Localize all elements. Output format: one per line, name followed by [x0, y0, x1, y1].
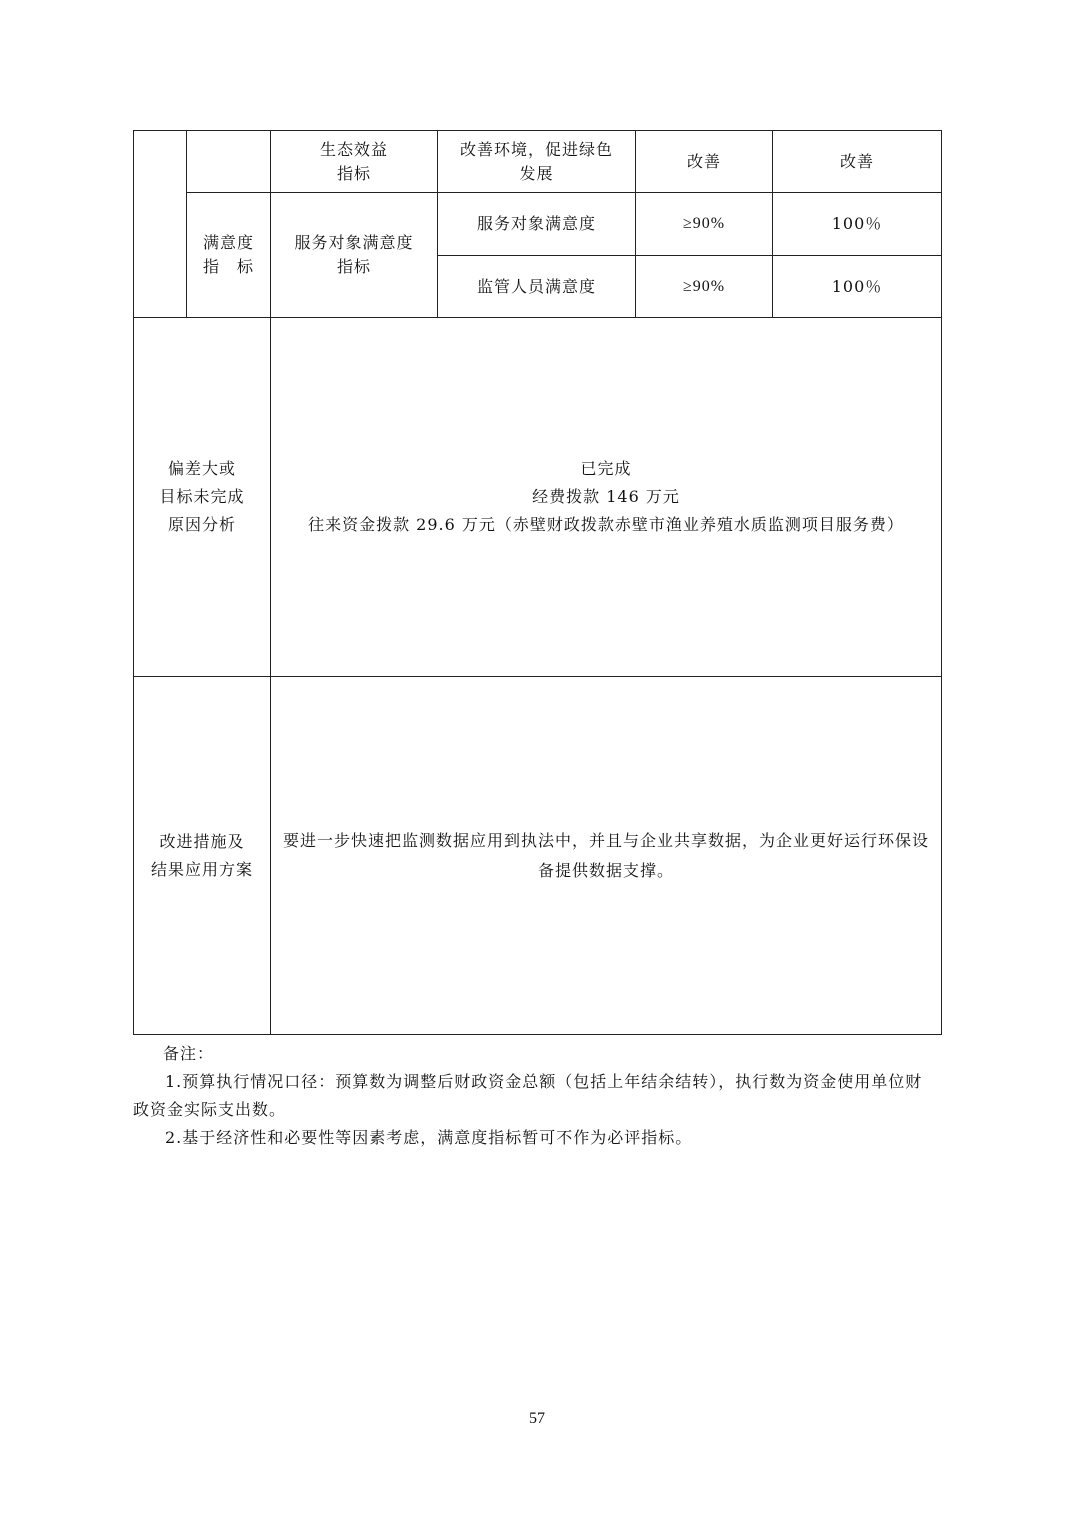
- satisfaction-target-cell: ≥90%: [636, 193, 773, 256]
- satisfaction-indicator-cell: 服务对象满意度: [438, 193, 636, 256]
- eco-target-cell: 改善: [636, 131, 773, 193]
- table-row-deviation: [134, 318, 942, 677]
- deviation-content-cell: 已完成 经费拨款 146 万元 往来资金拨款 29.6 万元（赤壁财政拨款赤壁市渔业养殖水质监测项目服务费）: [271, 318, 942, 677]
- second-level-cell-empty: [187, 131, 271, 193]
- satisfaction-group-cell: 满意度 指 标: [187, 193, 271, 318]
- improvement-label-cell: 改进措施及 结果应用方案: [134, 677, 271, 1035]
- satisfaction-indicator-cell: 监管人员满意度: [438, 256, 636, 318]
- satisfaction-actual-cell: 100％: [773, 193, 942, 256]
- notes-section: [133, 1040, 923, 1152]
- satisfaction-target-cell: ≥90%: [636, 256, 773, 318]
- eco-actual-cell: 改善: [773, 131, 942, 193]
- page-number: 57: [529, 1410, 545, 1427]
- first-level-cell: [134, 131, 187, 318]
- eco-indicator-cell: 改善环境，促进绿色 发展: [438, 131, 636, 193]
- table-row-eco: [134, 131, 942, 193]
- improvement-content-cell: 要进一步快速把监测数据应用到执法中，并且与企业共享数据，为企业更好运行环保设备提供数据支撑。: [271, 677, 942, 1035]
- notes-title: 备注：: [163, 1044, 215, 1063]
- note-item-1: 1.预算执行情况口径：预算数为调整后财政资金总额（包括上年结余结转），执行数为资金使用单位财政资金实际支出数。: [133, 1072, 923, 1119]
- performance-table: [133, 130, 942, 1035]
- table-row-improvement: [134, 677, 942, 1035]
- table-row-satisfaction-1: [134, 193, 942, 256]
- deviation-label-cell: 偏差大或 目标未完成 原因分析: [134, 318, 271, 677]
- note-item-2: 2.基于经济性和必要性等因素考虑，满意度指标暂可不作为必评指标。: [165, 1128, 693, 1147]
- eco-category-cell: 生态效益 指标: [271, 131, 438, 193]
- satisfaction-actual-cell: 100％: [773, 256, 942, 318]
- satisfaction-category-cell: 服务对象满意度 指标: [271, 193, 438, 318]
